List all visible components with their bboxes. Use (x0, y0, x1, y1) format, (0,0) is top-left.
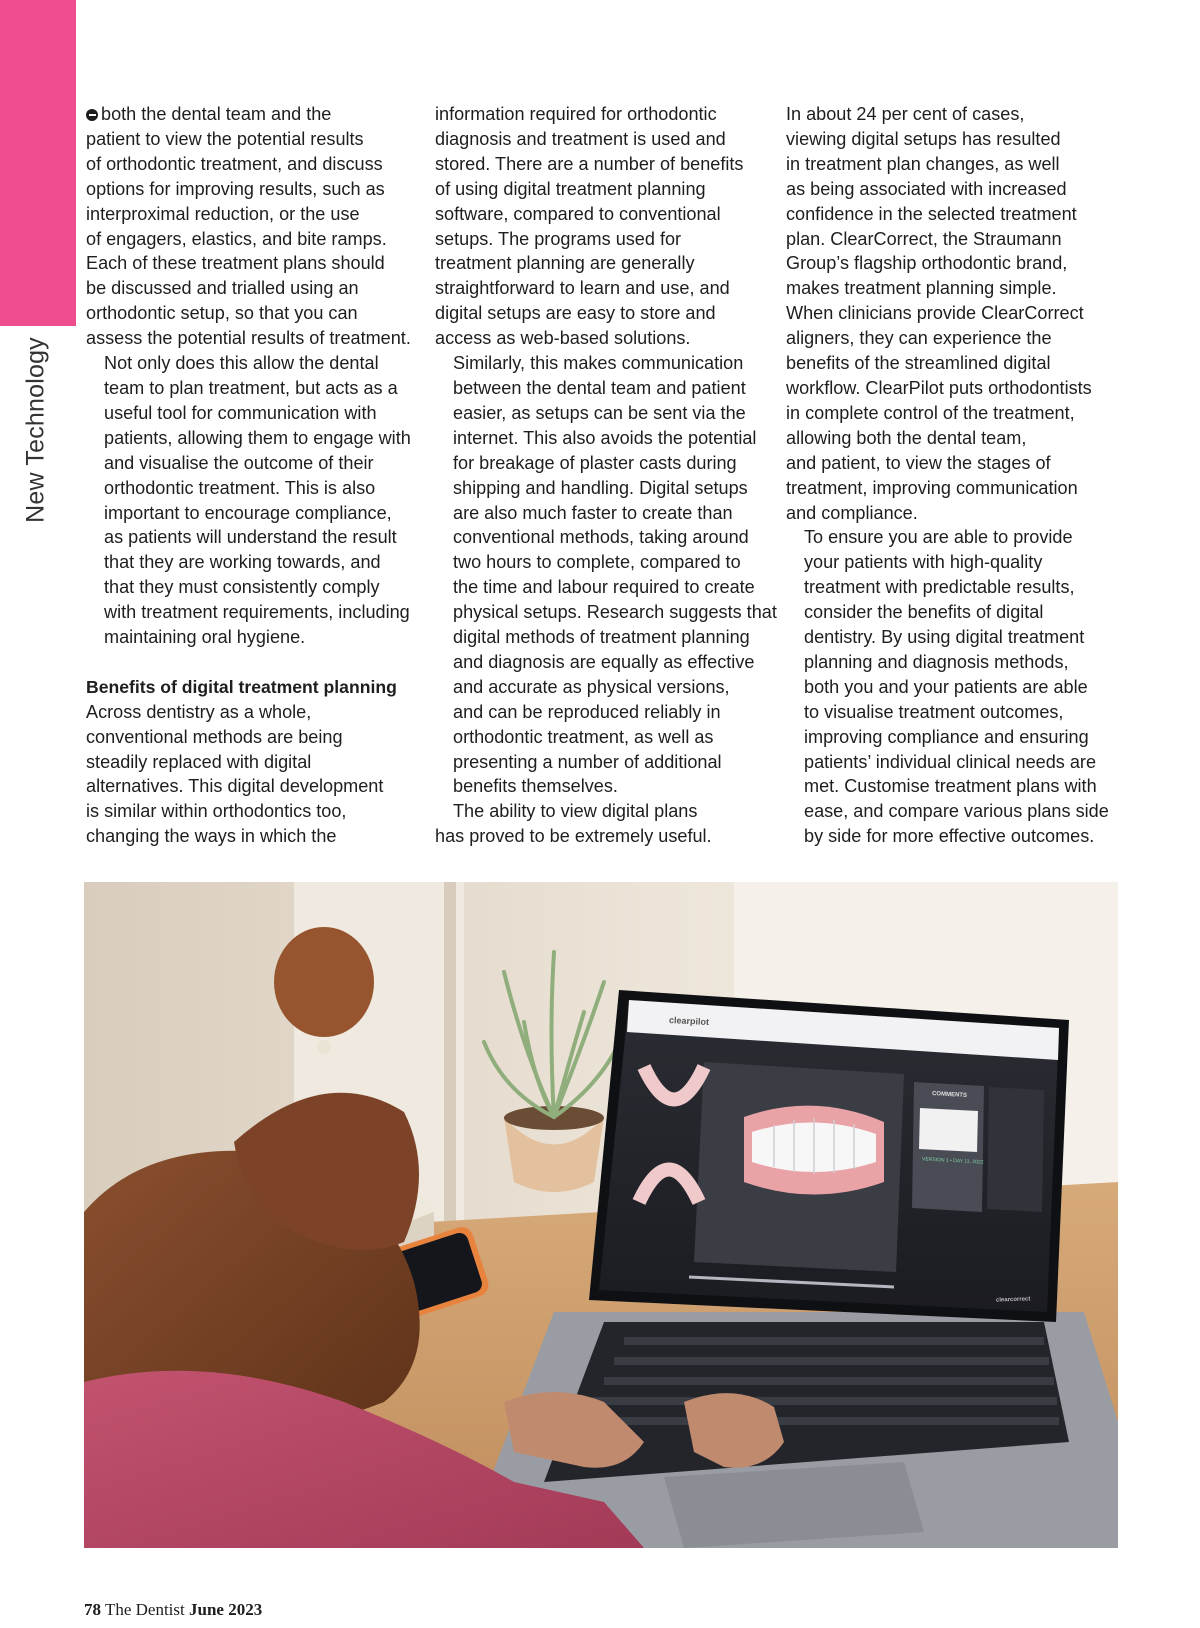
paragraph (86, 102, 416, 351)
text-line: and patient, to view the stages of (786, 452, 1051, 473)
article-column-3 (786, 102, 1116, 849)
text-line: both you and your patients are able (804, 676, 1088, 697)
text-line: that they are working towards, and (104, 552, 381, 573)
text-line: your patients with high-quality (804, 552, 1043, 573)
text-line: confidence in the selected treatment (786, 203, 1077, 224)
text-line: software, compared to conventional (435, 203, 721, 224)
text-line: has proved to be extremely useful. (435, 826, 712, 847)
text-line: with treatment requirements, including (104, 602, 410, 623)
text-line: important to encourage compliance, (104, 502, 392, 523)
text-line: and can be reproduced reliably in (453, 701, 721, 722)
section-color-tab (0, 0, 76, 326)
text-line: be discussed and trialled using an (86, 278, 359, 299)
window-mullion (444, 882, 456, 1242)
text-line: assess the potential results of treatment. (86, 328, 411, 349)
text-line: patients, allowing them to engage with (104, 427, 411, 448)
text-line: shipping and handling. Digital setups (453, 477, 748, 498)
publication-name: The Dentist (104, 1600, 185, 1619)
text-line: orthodontic treatment, as well as (453, 726, 714, 747)
paragraph (86, 351, 416, 650)
photo-illustration (84, 882, 1118, 1548)
text-line: and visualise the outcome of their (104, 452, 374, 473)
article-column-1 (86, 102, 416, 849)
screen-comments-title: COMMENTS (931, 1091, 968, 1099)
text-line: are also much faster to create than (453, 502, 733, 523)
text-line: and compliance. (786, 502, 918, 523)
text-line: in treatment plan changes, as well (786, 153, 1060, 174)
paragraph (435, 799, 765, 849)
text-line: straightforward to learn and use, and (435, 278, 730, 299)
issue-date: June 2023 (189, 1600, 263, 1619)
paragraph (786, 525, 1116, 849)
text-line: digital setups are easy to store and (435, 303, 716, 324)
text-line: access as web-based solutions. (435, 328, 691, 349)
text-line: patient to view the potential results (86, 128, 364, 149)
text-line: plan. ClearCorrect, the Straumann (786, 228, 1062, 249)
text-line: presenting a number of additional (453, 751, 722, 772)
text-line: patients’ individual clinical needs are (804, 751, 1097, 772)
text-line: consider the benefits of digital (804, 602, 1044, 623)
text-line: orthodontic treatment. This is also (104, 477, 376, 498)
text-line: workflow. ClearPilot puts orthodontists (786, 377, 1092, 398)
text-line: two hours to complete, compared to (453, 552, 741, 573)
article-column-2 (435, 102, 777, 849)
text-line: interproximal reduction, or the use (86, 203, 360, 224)
text-line: internet. This also avoids the potential (453, 427, 757, 448)
text-line: dentistry. By using digital treatment (804, 627, 1085, 648)
page-footer (84, 1600, 262, 1620)
text-line: met. Customise treatment plans with (804, 776, 1097, 797)
text-line: of orthodontic treatment, and discuss (86, 153, 383, 174)
text-line: conventional methods, taking around (453, 527, 749, 548)
text-line: digital methods of treatment planning (453, 627, 750, 648)
text-line: treatment, improving communication (786, 477, 1078, 498)
text-line: planning and diagnosis methods, (804, 651, 1069, 672)
laptop-screen (589, 990, 1069, 1322)
text-line: to visualise treatment outcomes, (804, 701, 1064, 722)
text-line: of using digital treatment planning (435, 178, 706, 199)
text-line: physical setups. Research suggests that (453, 602, 777, 623)
text-line: ease, and compare various plans side (804, 801, 1109, 822)
text-line: the time and labour required to create (453, 577, 755, 598)
page-number: 78 (84, 1600, 101, 1619)
paragraph (435, 102, 765, 351)
text-line: diagnosis and treatment is used and (435, 128, 726, 149)
text-line: alternatives. This digital development (86, 776, 384, 797)
text-line: maintaining oral hygiene. (104, 627, 306, 648)
text-line: information required for orthodontic (435, 104, 717, 124)
text-line: treatment with predictable results, (804, 577, 1075, 598)
text-line: benefits of the streamlined digital (786, 353, 1051, 374)
text-line: allowing both the dental team, (786, 427, 1027, 448)
text-line: Similarly, this makes communication (453, 353, 744, 374)
paragraph (435, 351, 777, 799)
text-line: as being associated with increased (786, 178, 1067, 199)
text-line: aligners, they can experience the (786, 328, 1052, 349)
text-line: changing the ways in which the (86, 826, 337, 847)
section-label: New Technology (21, 337, 50, 523)
text-line: Each of these treatment plans should (86, 253, 385, 274)
text-line: options for improving results, such as (86, 178, 385, 199)
text-line: Group’s flagship orthodontic brand, (786, 253, 1068, 274)
text-line: In about 24 per cent of cases, (786, 104, 1025, 124)
text-line: and diagnosis are equally as effective (453, 651, 755, 672)
text-line: team to plan treatment, but acts as a (104, 377, 398, 398)
text-line: for breakage of plaster casts during (453, 452, 737, 473)
text-line: orthodontic setup, so that you can (86, 303, 358, 324)
continued-arrow-icon (86, 109, 98, 121)
text-line (86, 102, 416, 127)
text-line: and accurate as physical versions, (453, 676, 730, 697)
text-line: stored. There are a number of benefits (435, 153, 744, 174)
paragraph (786, 102, 1116, 525)
text-line: Not only does this allow the dental (104, 353, 379, 374)
text-fragment: both the dental team and the (101, 104, 332, 124)
text-line: steadily replaced with digital (86, 751, 312, 772)
text-line: as patients will understand the result (104, 527, 397, 548)
text-line: The ability to view digital plans (453, 801, 698, 822)
text-line: of engagers, elastics, and bite ramps. (86, 228, 387, 249)
text-line: that they must consistently comply (104, 577, 380, 598)
text-line: is similar within orthodontics too, (86, 801, 347, 822)
article-photo (84, 882, 1118, 1548)
screen-version-label: VERSION 1 • DAY 11, 2022 (921, 1156, 984, 1166)
text-line: treatment planning are generally (435, 253, 695, 274)
text-line: by side for more effective outcomes. (804, 826, 1095, 847)
text-line: useful tool for communication with (104, 402, 377, 423)
text-line: improving compliance and ensuring (804, 726, 1089, 747)
text-line: Across dentistry as a whole, (86, 701, 312, 722)
screen-app-logo: clearpilot (668, 1014, 710, 1028)
text-line: between the dental team and patient (453, 377, 746, 398)
section-heading: Benefits of digital treatment planning (86, 676, 397, 697)
paragraph (86, 700, 416, 849)
screen-footer-logo: clearcorrect (995, 1296, 1031, 1304)
text-line: benefits themselves. (453, 776, 618, 797)
text-line: conventional methods are being (86, 726, 343, 747)
text-line: easier, as setups can be sent via the (453, 402, 746, 423)
text-line: viewing digital setups has resulted (786, 128, 1061, 149)
text-line: When clinicians provide ClearCorrect (786, 303, 1084, 324)
text-line: setups. The programs used for (435, 228, 682, 249)
text-line: makes treatment planning simple. (786, 278, 1057, 299)
text-line: in complete control of the treatment, (786, 402, 1075, 423)
text-line: To ensure you are able to provide (804, 527, 1073, 548)
